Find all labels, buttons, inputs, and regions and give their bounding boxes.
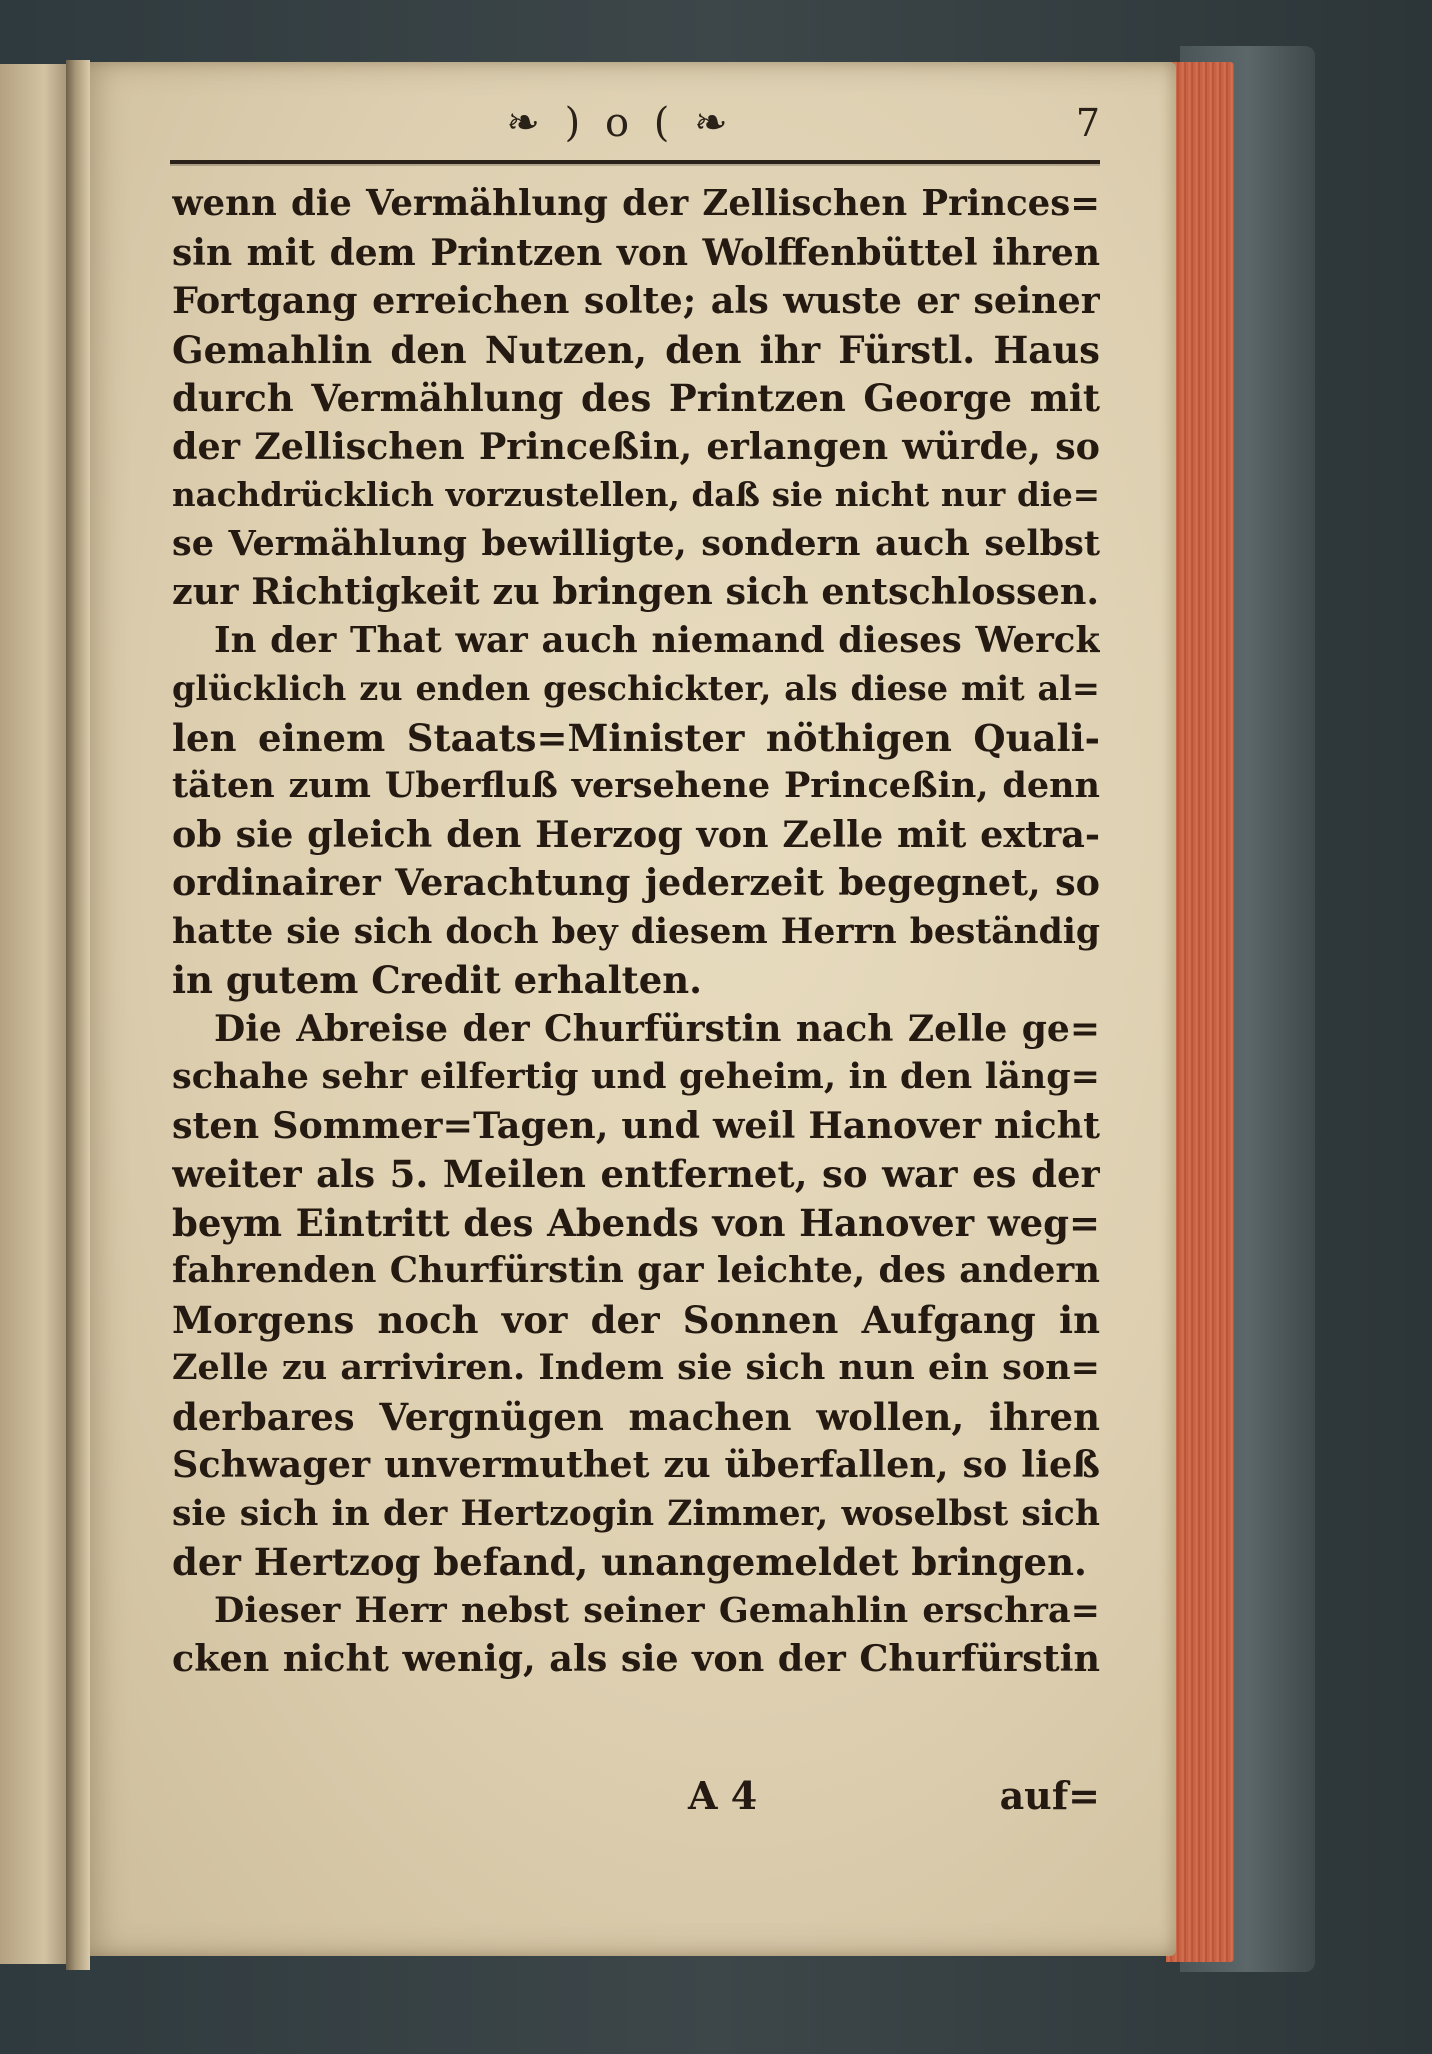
text-line: sie sich in der Hertzogin Zimmer, woselbst sich	[172, 1493, 1100, 1534]
text-line: se Vermählung bewilligte, sondern auch selbst	[172, 522, 1100, 564]
header-ornament: ❧ ) o ( ❧	[506, 100, 734, 146]
previous-page-sliver	[0, 64, 74, 1964]
text-line: Gemahlin den Nutzen, den ihr Fürstl. Haus	[172, 327, 1100, 372]
text-line: schahe sehr eilfertig und geheim, in den läng=	[172, 1056, 1100, 1097]
catchword: auf=	[999, 1773, 1100, 1818]
text-line: Dieser Herr nebst seiner Gemahlin erschra=	[214, 1589, 1100, 1631]
page-number: 7	[1075, 101, 1100, 145]
text-line: Zelle zu arriviren. Indem sie sich nun ein son=	[172, 1347, 1100, 1388]
text-line: cken nicht wenig, als sie von der Churfürstin	[172, 1637, 1100, 1680]
text-line: durch Vermählung des Printzen George mit	[172, 376, 1100, 420]
text-line: glücklich zu enden geschickter, als diese mit al=	[172, 669, 1100, 708]
text-line: wenn die Vermählung der Zellischen Princes=	[172, 183, 1100, 224]
text-line: Schwager unvermuthet zu überfallen, so ließ	[172, 1443, 1100, 1486]
text-line: In der That war auch niemand dieses Werck	[214, 619, 1100, 661]
text-line: nachdrücklich vorzustellen, daß sie nicht nur die=	[172, 475, 1100, 514]
text-line: len einem Staats=Minister nöthigen Quali-	[172, 715, 1100, 760]
text-line: der Zellischen Princeßin, erlangen würde, so	[172, 424, 1100, 468]
red-page-edges	[1166, 62, 1234, 1962]
text-line: ob sie gleich den Herzog von Zelle mit extra-	[172, 812, 1100, 856]
text-line: beym Eintritt des Abends von Hanover weg=	[172, 1200, 1100, 1245]
text-line: Die Abreise der Churfürstin nach Zelle ge=	[214, 1007, 1100, 1050]
text-line: in gutem Credit erhalten.	[172, 958, 703, 1002]
text-line: der Hertzog befand, unangemeldet bringen.	[172, 1540, 1087, 1584]
signature-mark: A 4	[688, 1773, 758, 1818]
text-line: weiter als 5. Meilen entfernet, so war es der	[172, 1152, 1100, 1196]
text-line: fahrenden Churfürstin gar leichte, des andern	[172, 1250, 1100, 1291]
text-line: hatte sie sich doch bey diesem Herrn beständig	[172, 911, 1100, 952]
text-line: derbares Vergnügen machen wollen, ihren	[172, 1394, 1100, 1439]
text-line: ordinairer Verachtung jederzeit begegnet, so	[172, 861, 1100, 904]
header-rule	[170, 160, 1100, 164]
text-line: sin mit dem Printzen von Wolffenbüttel ihren	[172, 231, 1100, 274]
body-text	[172, 180, 1100, 1684]
page-footer	[172, 1768, 1100, 1824]
page-header	[170, 96, 1100, 150]
book-gutter	[66, 60, 90, 1970]
text-line: Morgens noch vor der Sonnen Aufgang in	[172, 1297, 1100, 1342]
text-line: sten Sommer=Tagen, und weil Hanover nicht	[172, 1103, 1100, 1147]
text-line: täten zum Uberfluß versehene Princeßin, denn	[172, 765, 1100, 806]
text-line: Fortgang erreichen solte; als wuste er seiner	[172, 279, 1100, 322]
text-line: zur Richtigkeit zu bringen sich entschlossen.	[172, 570, 1100, 613]
